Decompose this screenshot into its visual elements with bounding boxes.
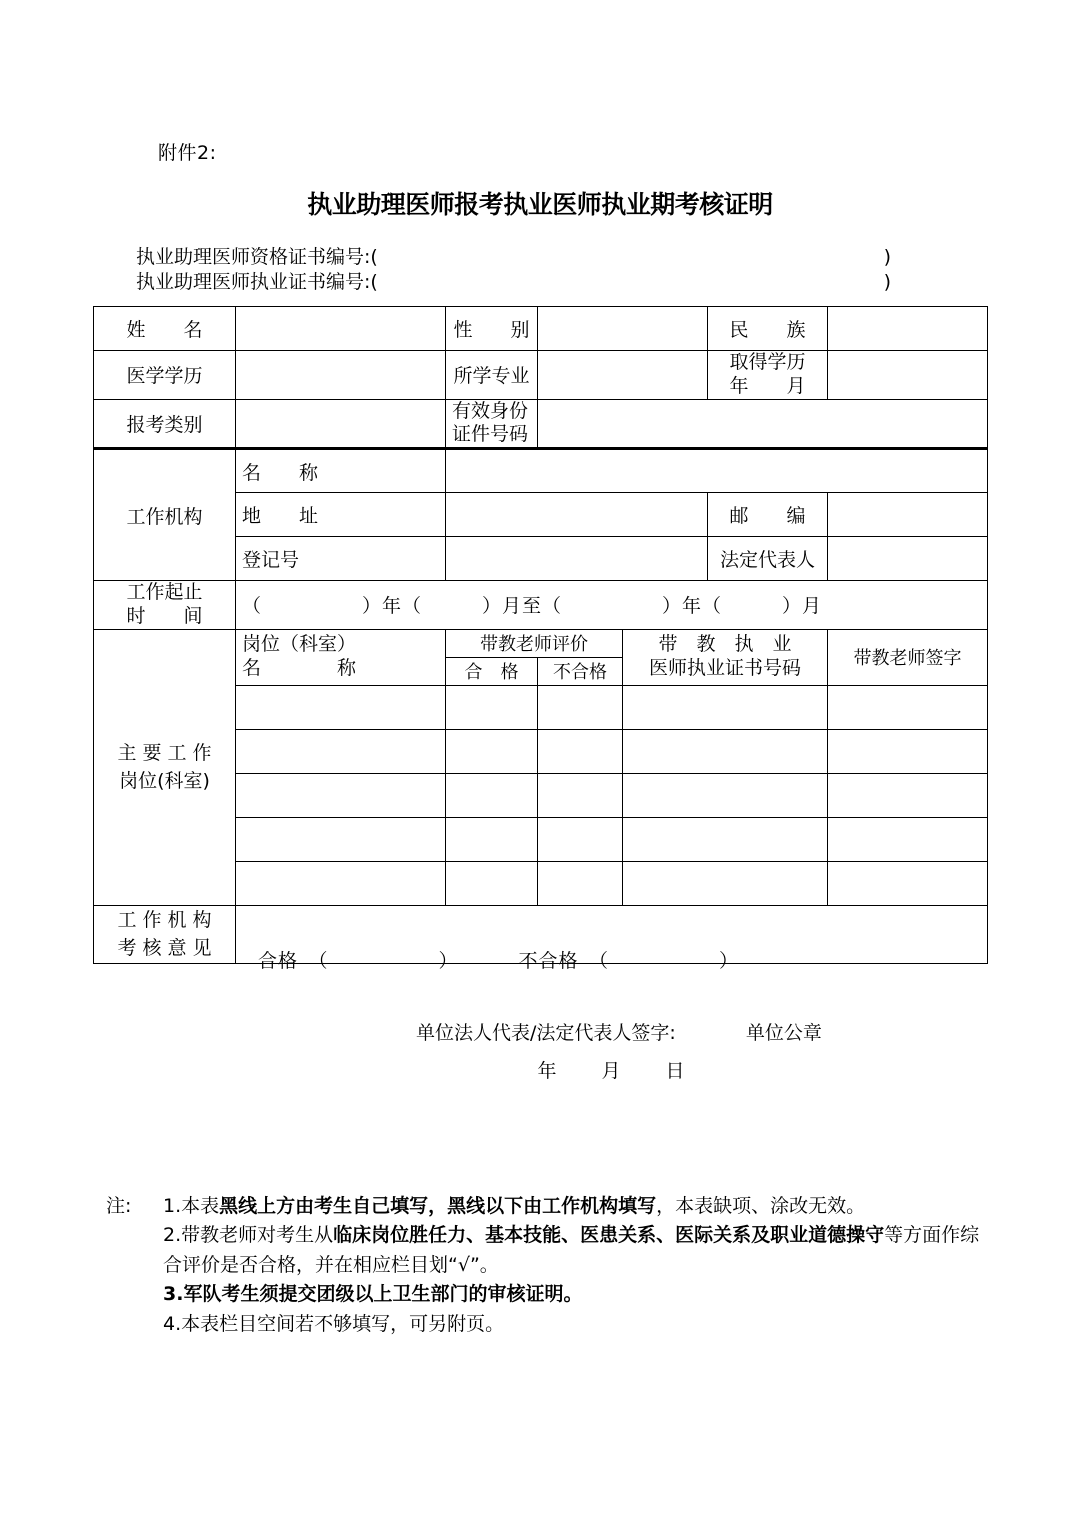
ethnicity-label: 民 族 xyxy=(708,307,828,351)
table-row-basic-3 xyxy=(94,399,988,449)
note-item: 3.军队考生须提交团级以上卫生部门的审核证明。 xyxy=(163,1283,583,1306)
opinion-qualified-label: 合格 （ xyxy=(258,949,329,972)
teacher-signature-header: 带教老师签字 xyxy=(828,629,988,685)
post-signature-cell[interactable] xyxy=(828,685,988,729)
id-number-label-line2: 证件号码 xyxy=(452,423,529,446)
education-label: 医学学历 xyxy=(94,351,236,400)
post-signature-cell[interactable] xyxy=(828,773,988,817)
qualification-cert-close: ) xyxy=(883,246,891,268)
org-name-label: 名 称 xyxy=(236,449,446,493)
degree-date-value[interactable] xyxy=(828,351,988,400)
ethnicity-value[interactable] xyxy=(828,307,988,351)
table-row-org-opinion xyxy=(94,905,988,963)
post-name-header-line1: 岗位（科室） xyxy=(242,633,357,656)
post-license-cell[interactable] xyxy=(623,817,828,861)
org-register-label: 登记号 xyxy=(236,537,446,581)
date-month-label: 月 xyxy=(601,1059,622,1082)
post-signature-cell[interactable] xyxy=(828,861,988,905)
post-signature-cell[interactable] xyxy=(828,817,988,861)
note-item: 2.带教老师对考生从临床岗位胜任力、基本技能、医患关系、医际关系及职业道德操守等方面作综合评价是否合格，并在相应栏目划“√”。 xyxy=(163,1224,980,1276)
post-qualified-cell[interactable] xyxy=(446,729,538,773)
teacher-license-header xyxy=(623,629,828,685)
org-opinion-label-line2: 考 核 意 见 xyxy=(117,937,212,959)
legal-rep-signature-label: 单位法人代表/法定代表人签字: xyxy=(416,1021,676,1044)
post-license-cell[interactable] xyxy=(623,773,828,817)
post-unqualified-cell[interactable] xyxy=(538,729,623,773)
qualification-cert-line xyxy=(136,245,946,270)
qualified-header: 合 格 xyxy=(446,657,538,685)
exam-type-value[interactable] xyxy=(236,399,446,449)
post-name-cell[interactable] xyxy=(236,817,446,861)
post-name-header-line2: 名 称 xyxy=(242,657,357,679)
opinion-unqualified-label: 不合格 （ xyxy=(518,949,610,972)
post-name-cell[interactable] xyxy=(236,685,446,729)
org-opinion-signature-row xyxy=(416,1018,822,1045)
work-period-label xyxy=(94,581,236,630)
id-number-value[interactable] xyxy=(538,399,988,449)
unqualified-header: 不合格 xyxy=(538,657,623,685)
date-year-label: 年 xyxy=(537,1059,558,1082)
opinion-qualified-close: ） xyxy=(438,949,459,972)
date-day-label: 日 xyxy=(665,1059,686,1082)
degree-date-label xyxy=(708,351,828,400)
exam-type-label: 报考类别 xyxy=(94,399,236,449)
org-opinion-result-row xyxy=(258,946,739,973)
gender-label: 性 别 xyxy=(446,307,538,351)
id-number-label xyxy=(446,399,538,449)
post-name-cell[interactable] xyxy=(236,729,446,773)
degree-date-label-line1: 取得学历 xyxy=(729,351,806,373)
org-address-label: 地 址 xyxy=(236,493,446,537)
note-item: 1.本表黑线上方由考生自己填写，黑线以下由工作机构填写，本表缺项、涂改无效。 xyxy=(163,1195,866,1217)
teacher-eval-header: 带教老师评价 xyxy=(446,629,623,657)
education-value[interactable] xyxy=(236,351,446,400)
org-seal-label: 单位公章 xyxy=(745,1021,822,1044)
attachment-label: 附件2: xyxy=(158,142,217,164)
degree-date-label-line2: 年 月 xyxy=(729,374,806,397)
name-value[interactable] xyxy=(236,307,446,351)
post-license-cell[interactable] xyxy=(623,861,828,905)
post-qualified-cell[interactable] xyxy=(446,861,538,905)
postcode-label: 邮 编 xyxy=(708,493,828,537)
practice-cert-close: ) xyxy=(883,271,891,293)
main-post-label-line1: 主 要 工 作 xyxy=(117,741,212,764)
table-row-work-period xyxy=(94,581,988,630)
table-row-org-name xyxy=(94,449,988,493)
org-register-value[interactable] xyxy=(446,537,708,581)
post-unqualified-cell[interactable] xyxy=(538,861,623,905)
main-post-label xyxy=(94,629,236,905)
opinion-unqualified-close: ） xyxy=(719,949,740,972)
post-name-header xyxy=(236,629,446,685)
id-number-label-line1: 有效身份 xyxy=(452,399,529,422)
practice-cert-line xyxy=(136,270,946,295)
main-post-label-line2: 岗位(科室) xyxy=(119,770,210,792)
post-license-cell[interactable] xyxy=(623,685,828,729)
org-opinion-label-line1: 工 作 机 构 xyxy=(117,908,212,931)
org-address-value[interactable] xyxy=(446,493,708,537)
qualification-cert-label: 执业助理医师资格证书编号:( xyxy=(136,246,378,268)
org-opinion-body[interactable] xyxy=(236,905,988,1082)
post-license-cell[interactable] xyxy=(623,729,828,773)
notes-section xyxy=(93,1192,993,1339)
page-title: 执业助理医师报考执业医师执业期考核证明 xyxy=(307,190,773,219)
legal-rep-value[interactable] xyxy=(828,537,988,581)
certificate-number-block xyxy=(136,245,946,295)
table-row-post-header xyxy=(94,629,988,657)
org-opinion-date-row xyxy=(236,1056,987,1083)
notes-label: 注: xyxy=(106,1195,132,1217)
name-label: 姓 名 xyxy=(94,307,236,351)
major-value[interactable] xyxy=(538,351,708,400)
post-qualified-cell[interactable] xyxy=(446,817,538,861)
certificate-form-table xyxy=(93,306,988,1082)
org-opinion-label xyxy=(94,905,236,963)
post-unqualified-cell[interactable] xyxy=(538,685,623,729)
work-period-label-line2: 时 间 xyxy=(126,604,203,627)
post-qualified-cell[interactable] xyxy=(446,773,538,817)
teacher-license-header-line1: 带 教 执 业 xyxy=(658,633,792,656)
post-name-cell[interactable] xyxy=(236,861,446,905)
notes-list xyxy=(163,1192,993,1339)
work-period-value[interactable]: （ ）年（ ）月至（ ）年（ ）月 xyxy=(236,581,988,630)
table-row-basic-2 xyxy=(94,351,988,400)
teacher-license-header-line2: 医师执业证书号码 xyxy=(648,657,801,679)
postcode-value[interactable] xyxy=(828,493,988,537)
post-unqualified-cell[interactable] xyxy=(538,773,623,817)
work-period-label-line1: 工作起止 xyxy=(126,581,203,603)
post-signature-cell[interactable] xyxy=(828,729,988,773)
post-qualified-cell[interactable] xyxy=(446,685,538,729)
legal-rep-label: 法定代表人 xyxy=(708,537,828,581)
practice-cert-label: 执业助理医师执业证书编号:( xyxy=(136,271,378,293)
org-name-value[interactable] xyxy=(446,449,988,493)
major-label: 所学专业 xyxy=(446,351,538,400)
note-item: 4.本表栏目空间若不够填写，可另附页。 xyxy=(163,1312,505,1335)
post-name-cell[interactable] xyxy=(236,773,446,817)
post-unqualified-cell[interactable] xyxy=(538,817,623,861)
work-org-label: 工作机构 xyxy=(94,449,236,581)
table-row-basic-1 xyxy=(94,307,988,351)
gender-value[interactable] xyxy=(538,307,708,351)
